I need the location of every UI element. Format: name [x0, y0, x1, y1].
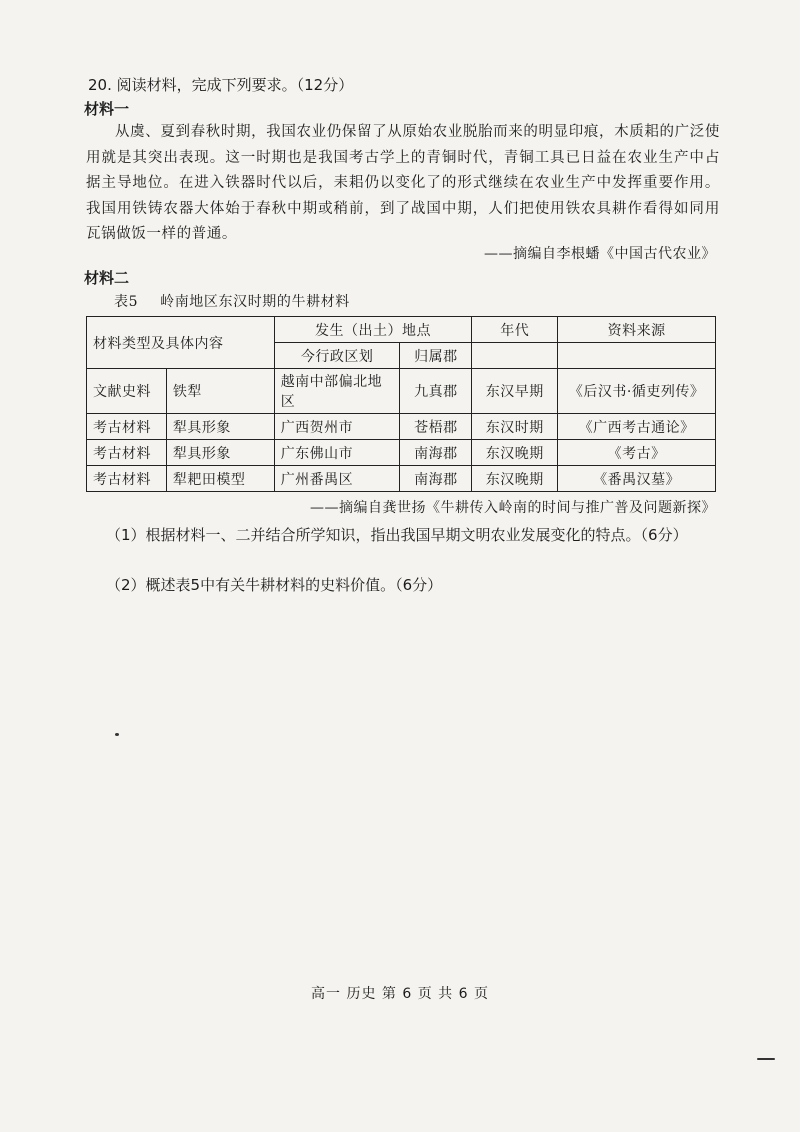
- material-1-label: 材料一: [84, 100, 130, 118]
- cell-era: 东汉时期: [472, 414, 558, 440]
- cell-type: 文献史料: [87, 369, 167, 414]
- cell-type: 考古材料: [87, 440, 167, 466]
- cell-era: 东汉早期: [472, 369, 558, 414]
- scan-mark: [757, 1058, 775, 1060]
- material-1-text: 从虞、夏到春秋时期，我国农业仍保留了从原始农业脱胎而来的明显印痕，木质耜的广泛使用就是其突出表现。这一时期也是我国考古学上的青铜时代，青铜工具已日益在农业生产中占据主导地位。在进入铁器时代以后，耒耜仍以变化了的形式继续在农业生产中发挥重要作用。我国用铁铸农器大体始于春秋中期或稍前，到了战国中期，人们把使用铁农具耕作看得如同用瓦锅做饭一样的普通。: [86, 124, 720, 242]
- scan-speck: [115, 733, 119, 736]
- sub-question-1: （1）根据材料一、二并结合所学知识，指出我国早期文明农业发展变化的特点。（6分）: [106, 526, 688, 544]
- cell-source: 《番禺汉墓》: [558, 466, 716, 492]
- cell-source: 《后汉书·循吏列传》: [558, 369, 716, 414]
- cell-modern: 越南中部偏北地区: [274, 369, 400, 414]
- page-footer: 高一 历史 第 6 页 共 6 页: [311, 986, 489, 1002]
- cell-commandery: 苍梧郡: [400, 414, 472, 440]
- header-modern: 今行政区划: [274, 343, 400, 369]
- cell-modern: 广州番禺区: [274, 466, 400, 492]
- table-caption: [114, 291, 372, 311]
- table-row: [87, 369, 716, 414]
- question-title: 20. 阅读材料，完成下列要求。（12分）: [88, 76, 354, 94]
- header-era-empty: [472, 343, 558, 369]
- cell-type: 考古材料: [87, 414, 167, 440]
- table-title: 岭南地区东汉时期的牛耕材料: [160, 294, 350, 310]
- cell-commandery: 南海郡: [400, 440, 472, 466]
- cell-content: 犁耙田模型: [166, 466, 274, 492]
- cell-commandery: 九真郡: [400, 369, 472, 414]
- cell-content: 铁犁: [166, 369, 274, 414]
- cell-content: 犁具形象: [166, 440, 274, 466]
- header-type: 材料类型及具体内容: [87, 317, 275, 369]
- cell-modern: 广西贺州市: [274, 414, 400, 440]
- cell-era: 东汉晚期: [472, 466, 558, 492]
- cell-type: 考古材料: [87, 466, 167, 492]
- material-1-source: ——摘编自李根蟠《中国古代农业》: [484, 246, 716, 262]
- header-source: 资料来源: [558, 317, 716, 343]
- material-2-label: 材料二: [84, 269, 130, 287]
- cell-content: 犁具形象: [166, 414, 274, 440]
- sub-question-2: （2）概述表5中有关牛耕材料的史料价值。（6分）: [106, 576, 443, 594]
- header-source-empty: [558, 343, 716, 369]
- cell-modern: 广东佛山市: [274, 440, 400, 466]
- header-location: 发生（出土）地点: [274, 317, 472, 343]
- cell-source: 《广西考古通论》: [558, 414, 716, 440]
- table-number: 表5: [114, 294, 139, 310]
- cell-era: 东汉晚期: [472, 440, 558, 466]
- cell-commandery: 南海郡: [400, 466, 472, 492]
- table-row: [87, 414, 716, 440]
- table-row: [87, 466, 716, 492]
- table-header-row: [87, 317, 716, 343]
- header-era: 年代: [472, 317, 558, 343]
- cattle-plowing-table: [86, 316, 716, 492]
- cell-source: 《考古》: [558, 440, 716, 466]
- material-2-source: ——摘编自龚世扬《牛耕传入岭南的时间与推广普及问题新探》: [310, 500, 716, 516]
- table-row: [87, 440, 716, 466]
- header-commandery: 归属郡: [400, 343, 472, 369]
